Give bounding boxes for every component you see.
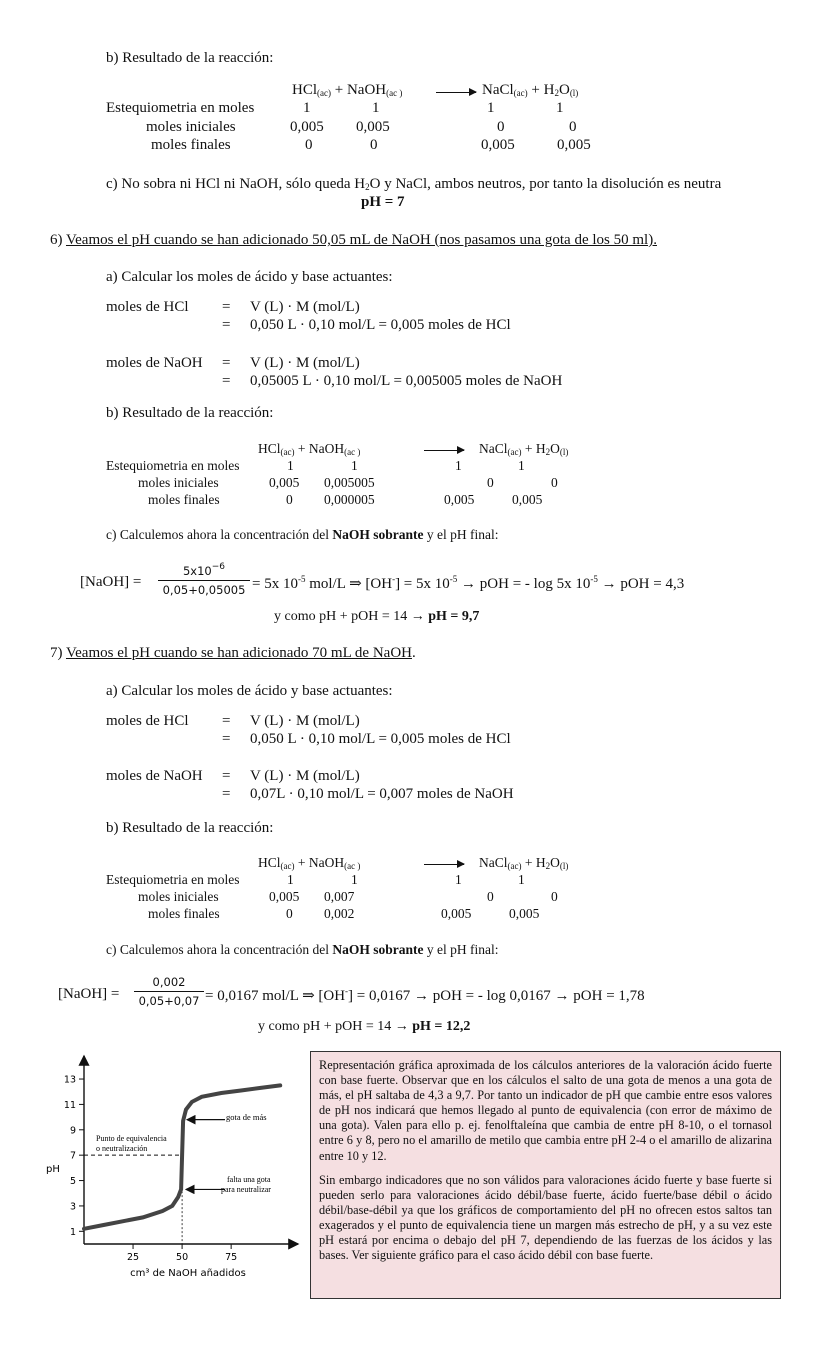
sec6-hcl-line2: 0,050 L · 0,10 mol/L = 0,005 moles de HCl xyxy=(250,317,511,333)
y-tick-label: 11 xyxy=(63,1099,76,1111)
sec7-part-a-title: a) Calcular los moles de ácido y base actuantes: xyxy=(106,683,393,699)
annotation-falta-2: para neutralizar xyxy=(221,1185,271,1194)
explanation-paragraph-1: Representación gráfica aproximada de los cálculos anteriores de la valoración ácido fuerte con base fuerte. Observar que en los cálculos el salto de una gota de menos a una gota de más, el pH saltaba de 4,3 a 9,7. Por tanto un indicador de pH que cambie entre esos valores de pH nos indicará que hemos llegado al punto de equivalencia (con error de máximo de una gota). Valen para ello p. ej. fenolftaleína que cambia de entre pH 8-10, o el tornasol entre 6 y 8, pero no el amarillo de metilo que cambia entre pH 2-4 o el amarillo de alizarina entre 10 y 12. xyxy=(319,1058,772,1163)
sec5-ini-h2o: 0 xyxy=(569,119,577,135)
sec6-fraction-den: 0,05+0,05005 xyxy=(162,583,246,597)
sec6-ini-hcl: 0,005 xyxy=(269,475,300,490)
sec6-naoh-eq1: = xyxy=(222,355,231,371)
sec7-row-label-ini: moles iniciales xyxy=(138,889,219,904)
sec5-ini-hcl: 0,005 xyxy=(290,119,324,135)
sec7-naoh-eq1: = xyxy=(222,768,231,784)
sec7-equation: HCl$_{(ac)}$ + NaOH$_{(ac )}$ xyxy=(258,855,361,871)
sec7-heading: 7) Veamos el pH cuando se han adicionado 70 mL de NaOH. xyxy=(50,645,416,661)
sec6-esteq-h2o: 1 xyxy=(518,458,525,473)
sec7-hcl-eq1: = xyxy=(222,713,231,729)
sec7-part-b-title: b) Resultado de la reacción: xyxy=(106,820,274,836)
sec6-row-label-ini: moles iniciales xyxy=(138,475,219,490)
annotation-equivalence-1: Punto de equivalencia xyxy=(96,1134,167,1143)
sec6-fin-hcl: 0 xyxy=(286,492,293,507)
annotation-gota-de-mas: gota de más xyxy=(226,1112,267,1122)
sec5-equation: HCl$_{(ac)}$ + NaOH$_{(ac )}$ xyxy=(292,82,403,98)
sec6-heading: 6) Veamos el pH cuando se han adicionado 50,05 mL de NaOH (nos pasamos una gota de los 50 ml). xyxy=(50,232,657,248)
sec6-naoh-line1: V (L) · M (mol/L) xyxy=(250,355,360,371)
sec7-hcl-label: moles de HCl xyxy=(106,713,189,729)
sec7-hcl-eq2: = xyxy=(222,731,231,747)
sec6-esteq-naoh: 1 xyxy=(351,458,358,473)
sec5-row-label-ini: moles iniciales xyxy=(146,119,236,135)
sec6-fin-h2o: 0,005 xyxy=(512,492,543,507)
sec6-part-c-title: c) Calculemos ahora la concentración del NaOH sobrante y el pH final: xyxy=(106,527,499,542)
sec5-reaction-arrow xyxy=(436,92,476,93)
y-tick-label: 3 xyxy=(69,1201,76,1213)
sec7-row-label-esteq: Estequiometria en moles xyxy=(106,872,240,887)
sec7-fin-hcl: 0 xyxy=(286,906,293,921)
sec5-equation-products: NaCl$_{(ac)}$ + $H_2O_{(l)}$ xyxy=(482,82,579,98)
sec7-conc-result: = 0,0167 mol/L ⇒ [OH-] = 0,0167 → pOH = - log 0,0167 → pOH = 1,78 xyxy=(205,986,645,1004)
sec7-part-c-title: c) Calculemos ahora la concentración del NaOH sobrante y el pH final: xyxy=(106,942,499,957)
y-tick-label: 13 xyxy=(63,1074,76,1086)
sec5-row-label-fin: moles finales xyxy=(151,137,231,153)
sec6-ini-naoh: 0,005005 xyxy=(324,475,375,490)
sec5-fin-hcl: 0 xyxy=(305,137,313,153)
sec6-esteq-hcl: 1 xyxy=(287,458,294,473)
x-tick-label: 75 xyxy=(225,1252,238,1263)
sec7-naoh-label: moles de NaOH xyxy=(106,768,203,784)
sec6-esteq-nacl: 1 xyxy=(455,458,462,473)
sec7-ini-naoh: 0,007 xyxy=(324,889,355,904)
sec7-ini-h2o: 0 xyxy=(551,889,558,904)
sec6-ph-result: y como pH + pOH = 14 → pH = 9,7 xyxy=(274,609,480,624)
x-tick-label: 50 xyxy=(176,1252,189,1263)
sec5-esteq-hcl: 1 xyxy=(303,100,311,116)
sec5-esteq-h2o: 1 xyxy=(556,100,564,116)
y-ticks xyxy=(64,1075,84,1238)
sec5-esteq-nacl: 1 xyxy=(487,100,495,116)
sec5-fin-naoh: 0 xyxy=(370,137,378,153)
sec6-conc-result: = 5x $10^{-5}$ mol/L ⇒ [OH-] = 5x $10^{-5}$ → pOH = - log 5x $10^{-5}$ → pOH = 4,3 xyxy=(252,574,685,592)
y-tick-label: 1 xyxy=(69,1226,76,1238)
sec7-ini-nacl: 0 xyxy=(487,889,494,904)
sec6-fin-naoh: 0,000005 xyxy=(324,492,375,507)
titration-chart xyxy=(40,1050,305,1290)
sec7-naoh-eq2: = xyxy=(222,786,231,802)
sec7-conc-label: [NaOH] = xyxy=(58,986,120,1002)
sec7-naoh-line1: V (L) · M (mol/L) xyxy=(250,768,360,784)
sec6-naoh-label: moles de NaOH xyxy=(106,355,203,371)
sec6-ini-h2o: 0 xyxy=(551,475,558,490)
annotation-falta-1: falta una gota xyxy=(227,1175,271,1184)
sec7-fin-naoh: 0,002 xyxy=(324,906,355,921)
sec6-equation: HCl$_{(ac)}$ + NaOH$_{(ac )}$ xyxy=(258,441,361,457)
sec6-hcl-eq1: = xyxy=(222,299,231,315)
y-axis-label: pH xyxy=(46,1164,60,1175)
sec6-conc-label: [NaOH] = xyxy=(80,574,142,590)
sec7-ph-result: y como pH + pOH = 14 → pH = 12,2 xyxy=(258,1019,471,1034)
explanation-paragraph-2: Sin embargo indicadores que no son válidos para valoraciones ácido fuerte y base fuerte si pueden serlo para valoraciones ácido débil/base fuerte, ácido fuerte/base débil o ácido débil/base-débil ya que los gráficos de comportamiento del pH no ofrecen estos saltos tan exagerados y el punto de equivalencia tiene un margen más estrecho de pH, y a su vez este pH estará por encima o debajo del pH 7, dependiendo de las fuerzas de los ácidos y las bases. Ver siguiente gráfico para el caso ácido débil con base fuerte. xyxy=(319,1172,772,1263)
sec6-fraction-num: $5x10^{-6}$ xyxy=(158,562,250,581)
sec6-naoh-line2: 0,05005 L · 0,10 mol/L = 0,005005 moles de NaOH xyxy=(250,373,563,389)
sec7-ini-hcl: 0,005 xyxy=(269,889,300,904)
sec7-fraction-den: 0,05+0,07 xyxy=(138,994,200,1008)
x-tick-label: 25 xyxy=(127,1252,140,1263)
sec7-naoh-line2: 0,07L · 0,10 mol/L = 0,007 moles de NaOH xyxy=(250,786,514,802)
sec6-hcl-eq2: = xyxy=(222,317,231,333)
y-tick-label: 9 xyxy=(69,1125,76,1137)
y-tick-label: 7 xyxy=(69,1150,76,1162)
sec5-esteq-naoh: 1 xyxy=(372,100,380,116)
sec5-part-b-title: b) Resultado de la reacción: xyxy=(106,50,274,66)
sec5-row-label-esteq: Estequiometria en moles xyxy=(106,100,255,116)
sec6-equation-products: NaCl$_{(ac)}$ + $H_2O_{(l)}$ xyxy=(479,441,569,457)
sec7-fin-h2o: 0,005 xyxy=(509,906,540,921)
x-axis-label: cm³ de NaOH añadidos xyxy=(130,1268,246,1279)
sec5-part-c: c) No sobra ni HCl ni NaOH, sólo queda $H_2O$ y NaCl, ambos neutros, por tanto la disolución es neutra xyxy=(106,176,722,192)
x-ticks xyxy=(127,1244,237,1263)
sec7-esteq-h2o: 1 xyxy=(518,872,525,887)
sec6-fin-nacl: 0,005 xyxy=(444,492,475,507)
sec7-hcl-line1: V (L) · M (mol/L) xyxy=(250,713,360,729)
sec6-naoh-eq2: = xyxy=(222,373,231,389)
sec7-fin-nacl: 0,005 xyxy=(441,906,472,921)
sec5-ph-result: pH = 7 xyxy=(361,194,405,210)
sec7-hcl-line2: 0,050 L · 0,10 mol/L = 0,005 moles de HCl xyxy=(250,731,511,747)
sec7-fraction xyxy=(134,975,204,1008)
sec7-esteq-nacl: 1 xyxy=(455,872,462,887)
sec6-reaction-arrow xyxy=(424,450,464,451)
sec6-ini-nacl: 0 xyxy=(487,475,494,490)
sec7-reaction-arrow xyxy=(424,864,464,865)
sec5-fin-nacl: 0,005 xyxy=(481,137,515,153)
sec7-esteq-hcl: 1 xyxy=(287,872,294,887)
explanation-box xyxy=(310,1051,781,1299)
y-tick-label: 5 xyxy=(69,1176,76,1188)
sec5-ini-nacl: 0 xyxy=(497,119,505,135)
sec6-part-a-title: a) Calcular los moles de ácido y base actuantes: xyxy=(106,269,393,285)
sec6-hcl-line1: V (L) · M (mol/L) xyxy=(250,299,360,315)
sec7-fraction-num: 0,002 xyxy=(134,975,204,992)
sec6-part-b-title: b) Resultado de la reacción: xyxy=(106,405,274,421)
sec5-fin-h2o: 0,005 xyxy=(557,137,591,153)
sec6-fraction xyxy=(158,562,250,597)
sec7-equation-products: NaCl$_{(ac)}$ + $H_2O_{(l)}$ xyxy=(479,855,569,871)
sec6-row-label-fin: moles finales xyxy=(148,492,220,507)
sec5-ini-naoh: 0,005 xyxy=(356,119,390,135)
sec7-row-label-fin: moles finales xyxy=(148,906,220,921)
sec6-row-label-esteq: Estequiometria en moles xyxy=(106,458,240,473)
sec7-esteq-naoh: 1 xyxy=(351,872,358,887)
annotation-equivalence-2: o neutralización xyxy=(96,1144,148,1153)
sec6-hcl-label: moles de HCl xyxy=(106,299,189,315)
